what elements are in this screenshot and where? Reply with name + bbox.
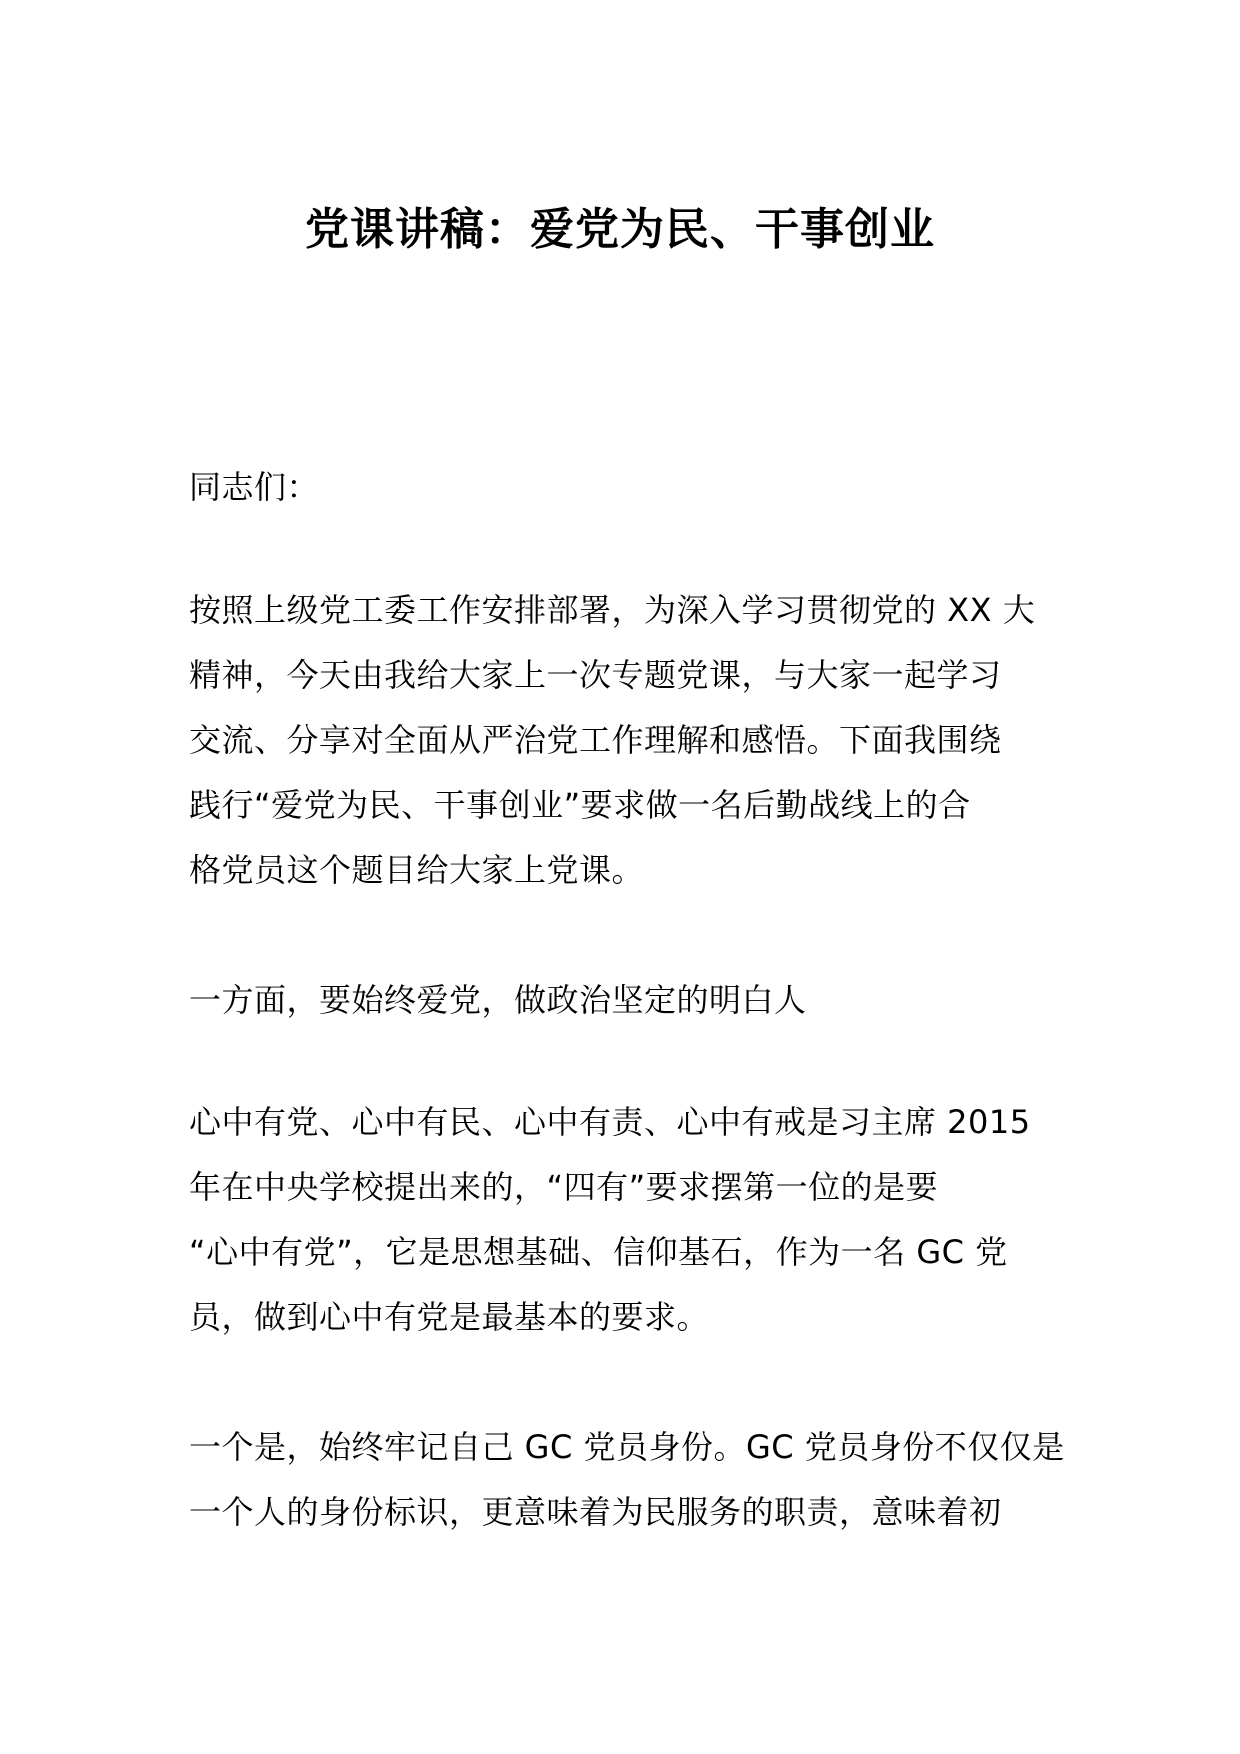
paragraph-line: 践行“爱党为民、干事创业”要求做一名后勤战线上的合 [189,786,971,824]
section-heading [189,968,1059,1033]
paragraph-line: 按照上级党工委工作安排部署，为深入学习贯彻党的 XX 大 [189,591,1036,629]
paragraph-line: 交流、分享对全面从严治党工作理解和感悟。下面我围绕 [189,721,1002,759]
paragraph-four-haves [189,1090,1059,1350]
paragraph-line: 精神，今天由我给大家上一次专题党课，与大家一起学习 [189,656,1002,694]
document-title: 党课讲稿：爱党为民、干事创业 [305,204,935,255]
paragraph-line: 心中有党、心中有民、心中有责、心中有戒是习主席 2015 [189,1103,1031,1141]
paragraph-line: 一个是，始终牢记自己 GC 党员身份。GC 党员身份不仅仅是 [189,1428,1065,1466]
greeting-text: 同志们： [189,468,320,506]
paragraph-line: 一个人的身份标识，更意味着为民服务的职责，意味着初 [189,1493,1002,1531]
paragraph-line: “心中有党”，它是思想基础、信仰基石，作为一名 GC 党 [189,1233,1008,1271]
paragraph-identity [189,1415,1065,1545]
paragraph-line: 员，做到心中有党是最基本的要求。 [189,1298,710,1336]
greeting [189,455,1059,520]
paragraph-intro [189,578,1059,903]
section-heading-text: 一方面，要始终爱党，做政治坚定的明白人 [189,981,807,1019]
paragraph-line: 年在中央学校提出来的，“四有”要求摆第一位的是要 [189,1168,939,1206]
paragraph-line: 格党员这个题目给大家上党课。 [189,851,645,889]
